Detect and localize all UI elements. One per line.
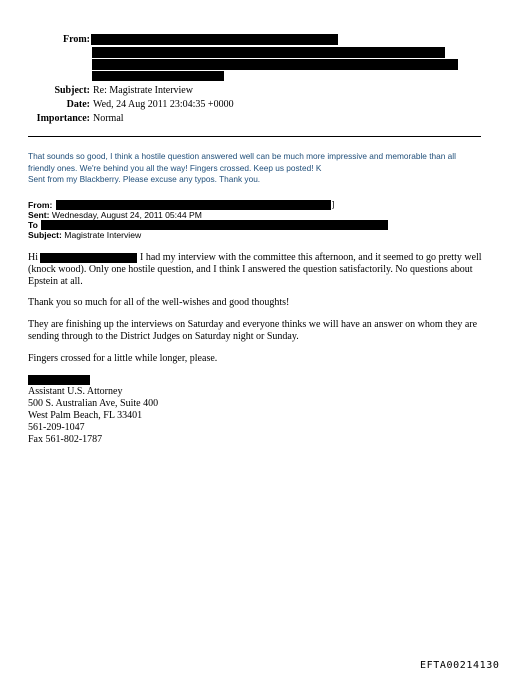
document-id: EFTA00214130: [420, 660, 500, 671]
orig-sent-value: Wednesday, August 24, 2011 05:44 PM: [51, 210, 202, 220]
subject-value: Re: Magistrate Interview: [93, 85, 193, 96]
body-p1-line2: (knock wood). Only one hostile question, and I think I answered the question satisfactorily. No questions about: [28, 264, 473, 275]
reply-line-2: friendly ones. We're behind you all the way! Fingers crossed. Keep us posted! K: [28, 162, 322, 173]
body-p1-line1: I had my interview with the committee this afternoon, and it seemed to go pretty well: [140, 252, 482, 263]
body-p2: Thank you so much for all of the well-wishes and good thoughts!: [28, 297, 290, 308]
orig-subject-value: Magistrate Interview: [64, 230, 142, 240]
orig-subject-line: [28, 230, 141, 240]
redacted-orig-from: [56, 200, 331, 210]
redacted-from-line2: [92, 47, 445, 58]
reply-line-3: Sent from my Blackberry. Please excuse any typos. Thank you.: [28, 174, 261, 185]
importance-label: Importance:: [36, 113, 90, 124]
orig-from-label: From:: [28, 200, 53, 210]
orig-to-label: To: [28, 220, 38, 230]
redacted-from-line3: [92, 59, 458, 70]
redacted-greeting-name: [40, 253, 137, 263]
reply-line-1: That sounds so good, I think a hostile question answered well can be much more impressive and memorable than all: [28, 151, 456, 161]
redacted-orig-to: [41, 220, 388, 230]
importance-value: Normal: [93, 113, 124, 124]
orig-subject-label: Subject:: [28, 230, 62, 240]
redacted-from-line4: [92, 71, 224, 81]
signature-phone: 561-209-1047: [28, 422, 85, 433]
body-p3-line1: They are finishing up the interviews on Saturday and everyone thinks we will have an answer on whom they are: [28, 319, 478, 330]
subject-label: Subject:: [54, 85, 90, 96]
body-p3-line2: sending through to the District Judges on Saturday night or Sunday.: [28, 331, 299, 342]
header-divider: [28, 136, 481, 137]
orig-sent-label: Sent:: [28, 210, 50, 220]
body-p1-line3: Epstein at all.: [28, 276, 83, 287]
signature-address1: 500 S. Australian Ave, Suite 400: [28, 398, 159, 409]
redacted-signature-name: [28, 375, 90, 385]
date-label: Date:: [66, 99, 90, 110]
orig-sent-line: [28, 210, 202, 220]
signature-address2: West Palm Beach, FL 33401: [28, 410, 143, 421]
signature-fax: Fax 561-802-1787: [28, 434, 103, 445]
date-value: Wed, 24 Aug 2011 23:04:35 +0000: [93, 99, 234, 110]
greeting: Hi: [28, 252, 38, 263]
signature-title: Assistant U.S. Attorney: [28, 386, 123, 397]
body-p4: Fingers crossed for a little while longer, please.: [28, 353, 218, 364]
from-label: From:: [62, 34, 90, 45]
orig-from-bracket: ]: [332, 199, 335, 209]
redacted-from-line1: [91, 34, 338, 45]
reply-message: [28, 151, 498, 186]
